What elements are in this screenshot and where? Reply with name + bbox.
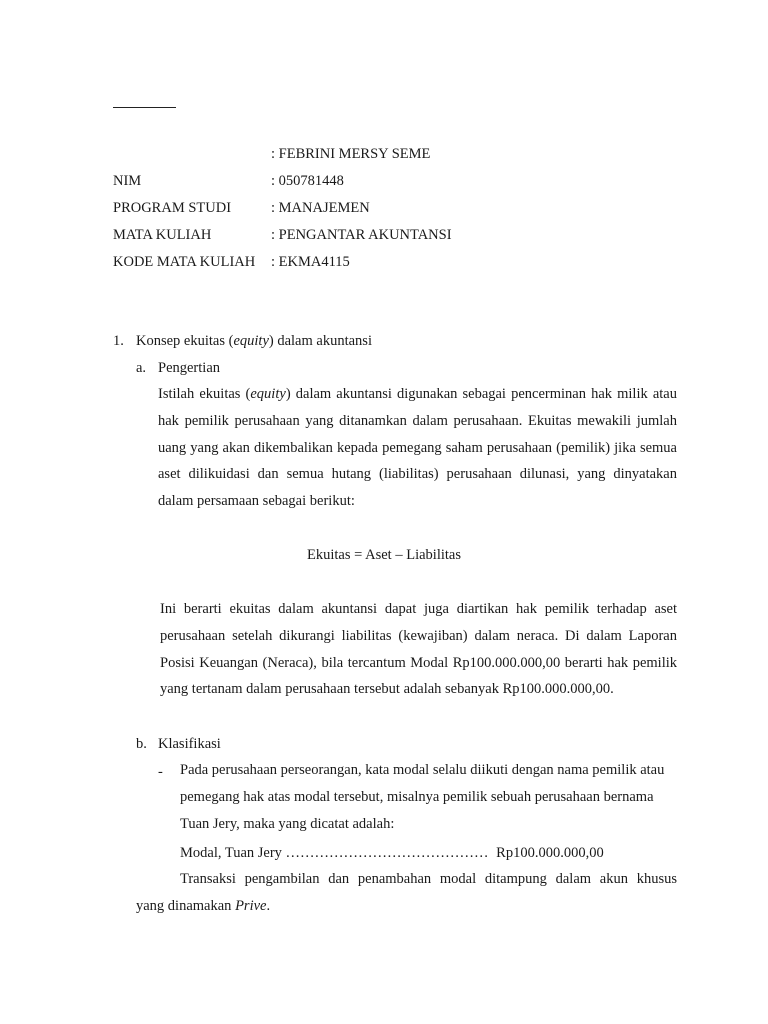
section-title: Konsep ekuitas (equity) dalam akuntansi <box>136 333 372 349</box>
subsection-b-heading: Klasifikasi <box>158 736 221 752</box>
journal-entry <box>180 845 604 862</box>
entry-label: Modal, Tuan Jery <box>180 845 282 861</box>
entry-dots: …………………………………… <box>285 845 489 861</box>
kode-mata-kuliah-value: : EKMA4115 <box>271 254 350 270</box>
subsection-a-heading: Pengertian <box>158 360 221 376</box>
entry-amount: Rp100.000.000,00 <box>496 845 604 861</box>
equity-formula: Ekuitas = Aset – Liabilitas <box>307 547 461 563</box>
nim-label: NIM <box>113 173 142 189</box>
mata-kuliah-label: MATA KULIAH <box>113 227 212 243</box>
nim-value: : 050781448 <box>271 173 344 189</box>
bullet-paragraph: Pada perusahaan perseorangan, kata modal selalu diikuti dengan nama pemilik atau pemegang hak atas modal tersebut, misalnya pemilik sebuah perusahaan bernama Tuan Jery, maka yang dicatat adalah: <box>180 762 665 832</box>
student-name: : FEBRINI MERSY SEME <box>271 146 431 162</box>
note-line-2: yang dinamakan Prive. <box>136 898 271 914</box>
subsection-a-marker: a. <box>136 360 147 376</box>
mata-kuliah-value: : PENGANTAR AKUNTANSI <box>271 227 452 243</box>
note-line-1: Transaksi pengambilan dan penambahan modal ditampung dalam akun khusus <box>180 871 677 887</box>
section-number: 1. <box>113 333 124 349</box>
bullet-marker: - <box>158 764 163 780</box>
program-studi-value: : MANAJEMEN <box>271 200 370 216</box>
definition-paragraph: Istilah ekuitas (equity) dalam akuntansi digunakan sebagai pencerminan hak milik atau hak pemilik perusahaan yang ditanamkan dalam perusahaan. Ekuitas mewakili jumlah uang yang akan dikembalikan kepada pemegang saham perusahaan (pemilik) jika semua aset dilikuidasi dan semua hutang (liabilitas) perusahaan dilunasi, yang dinyatakan dalam persamaan sebagai berikut: <box>158 386 677 510</box>
program-studi-label: PROGRAM STUDI <box>113 200 232 216</box>
explanation-paragraph: Ini berarti ekuitas dalam akuntansi dapat juga diartikan hak pemilik terhadap aset perusahaan setelah dikurangi liabilitas (kewajiban) dalam neraca. Di dalam Laporan Posisi Keuangan (Neraca), bila tercantum Modal Rp100.000.000,00 berarti hak pemilik yang tertanam dalam perusahaan tersebut adalah sebanyak Rp100.000.000,00. <box>160 601 677 698</box>
kode-mata-kuliah-label: KODE MATA KULIAH <box>113 254 256 270</box>
subsection-b-marker: b. <box>136 736 147 752</box>
header-underline <box>113 107 176 108</box>
